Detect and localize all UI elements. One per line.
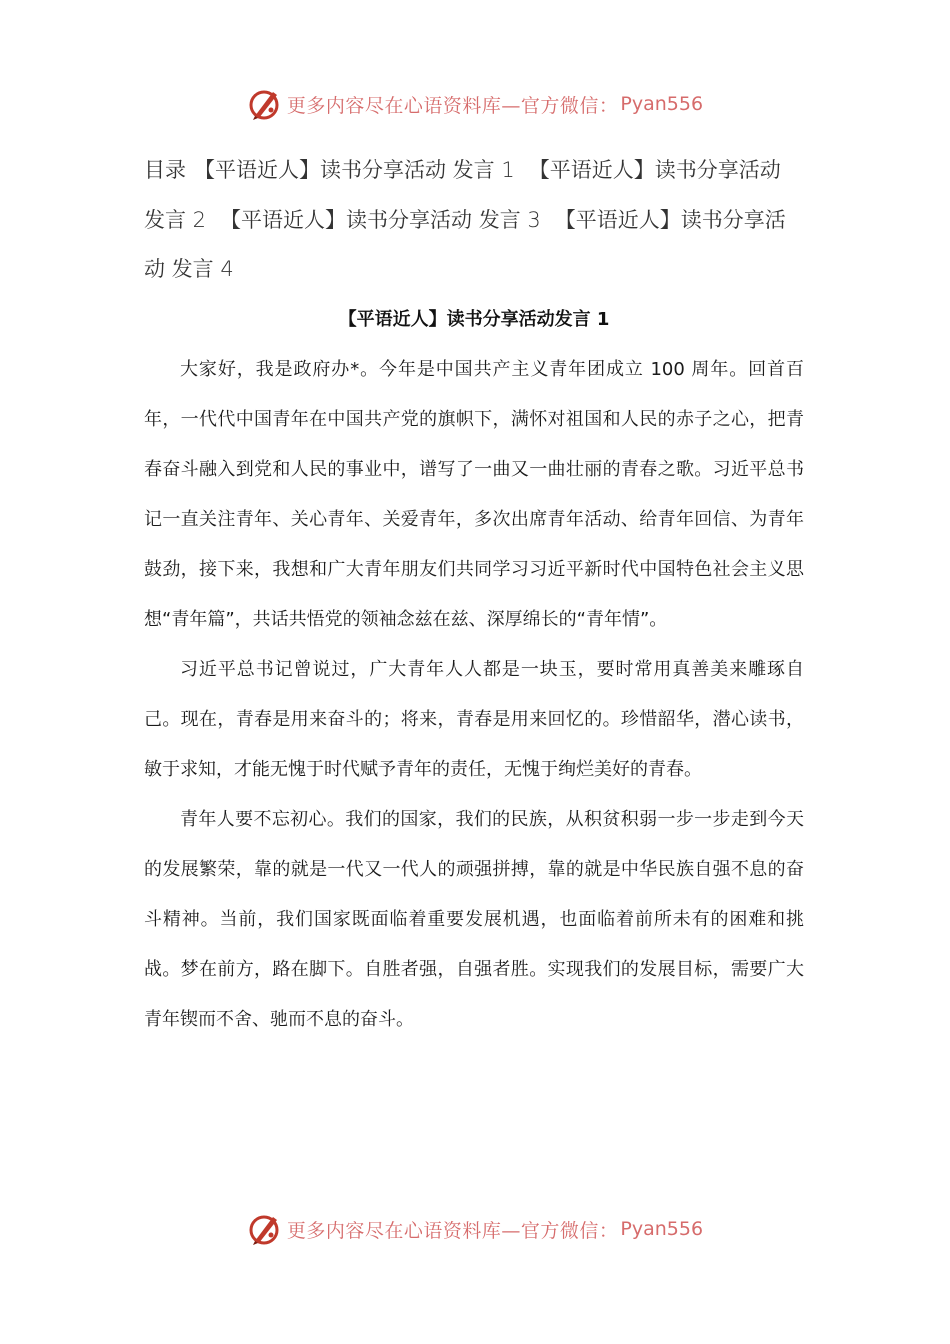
watermark-wechat-id: Pyan556	[620, 93, 704, 115]
toc-item: 【平语近人】读书分享活动 发言 2	[144, 158, 781, 232]
pen-logo-icon	[247, 86, 283, 122]
pen-logo-icon	[247, 1211, 283, 1247]
toc-item: 【平语近人】读书分享活动 发言 4	[144, 207, 786, 281]
paragraph: 青年人要不忘初心。我们的国家，我们的民族，从积贫积弱一步一步走到今天的发展繁荣，靠的就是一代又一代人的顽强拼搏，靠的就是中华民族自强不息的奋斗精神。当前，我们国家既面临着重要发展机遇，也面临着前所未有的困难和挑战。梦在前方，路在脚下。自胜者强，自强者胜。实现我们的发展目标，需要广大青年锲而不舍、驰而不息的奋斗。	[144, 808, 804, 1030]
footer-watermark	[0, 1211, 950, 1247]
document-body	[144, 146, 804, 1045]
toc-label: 目录	[144, 158, 186, 182]
toc-item: 【平语近人】读书分享活动 发言 1	[194, 158, 515, 182]
table-of-contents	[144, 146, 804, 295]
watermark-wechat-id: Pyan556	[620, 1218, 704, 1240]
header-watermark	[0, 86, 950, 122]
section-heading: 【平语近人】读书分享活动发言 1	[338, 308, 610, 330]
toc-item: 【平语近人】读书分享活动 发言 3	[220, 207, 541, 232]
paragraph: 大家好，我是政府办*。今年是中国共产主义青年团成立 100 周年。回首百年，一代代中国青年在中国共产党的旗帜下，满怀对祖国和人民的赤子之心，把青春奋斗融入到党和人民的事业中，谱写了一曲又一曲壮丽的青春之歌。习近平总书记一直关注青年、关心青年、关爱青年，多次出席青年活动、给青年回信、为青年鼓劲，接下来，我想和广大青年朋友们共同学习习近平新时代中国特色社会主义思想“青年篇”，共话共悟党的领袖念兹在兹、深厚绵长的“青年情”。	[144, 358, 804, 630]
watermark-text: 更多内容尽在心语资料库—官方微信：	[286, 94, 619, 117]
paragraph: 习近平总书记曾说过，广大青年人人都是一块玉，要时常用真善美来雕琢自己。现在，青春是用来奋斗的；将来，青春是用来回忆的。珍惜韶华，潜心读书，敏于求知，才能无愧于时代赋予青年的责任，无愧于绚烂美好的青春。	[144, 658, 804, 780]
watermark-text: 更多内容尽在心语资料库—官方微信：	[286, 1219, 619, 1242]
